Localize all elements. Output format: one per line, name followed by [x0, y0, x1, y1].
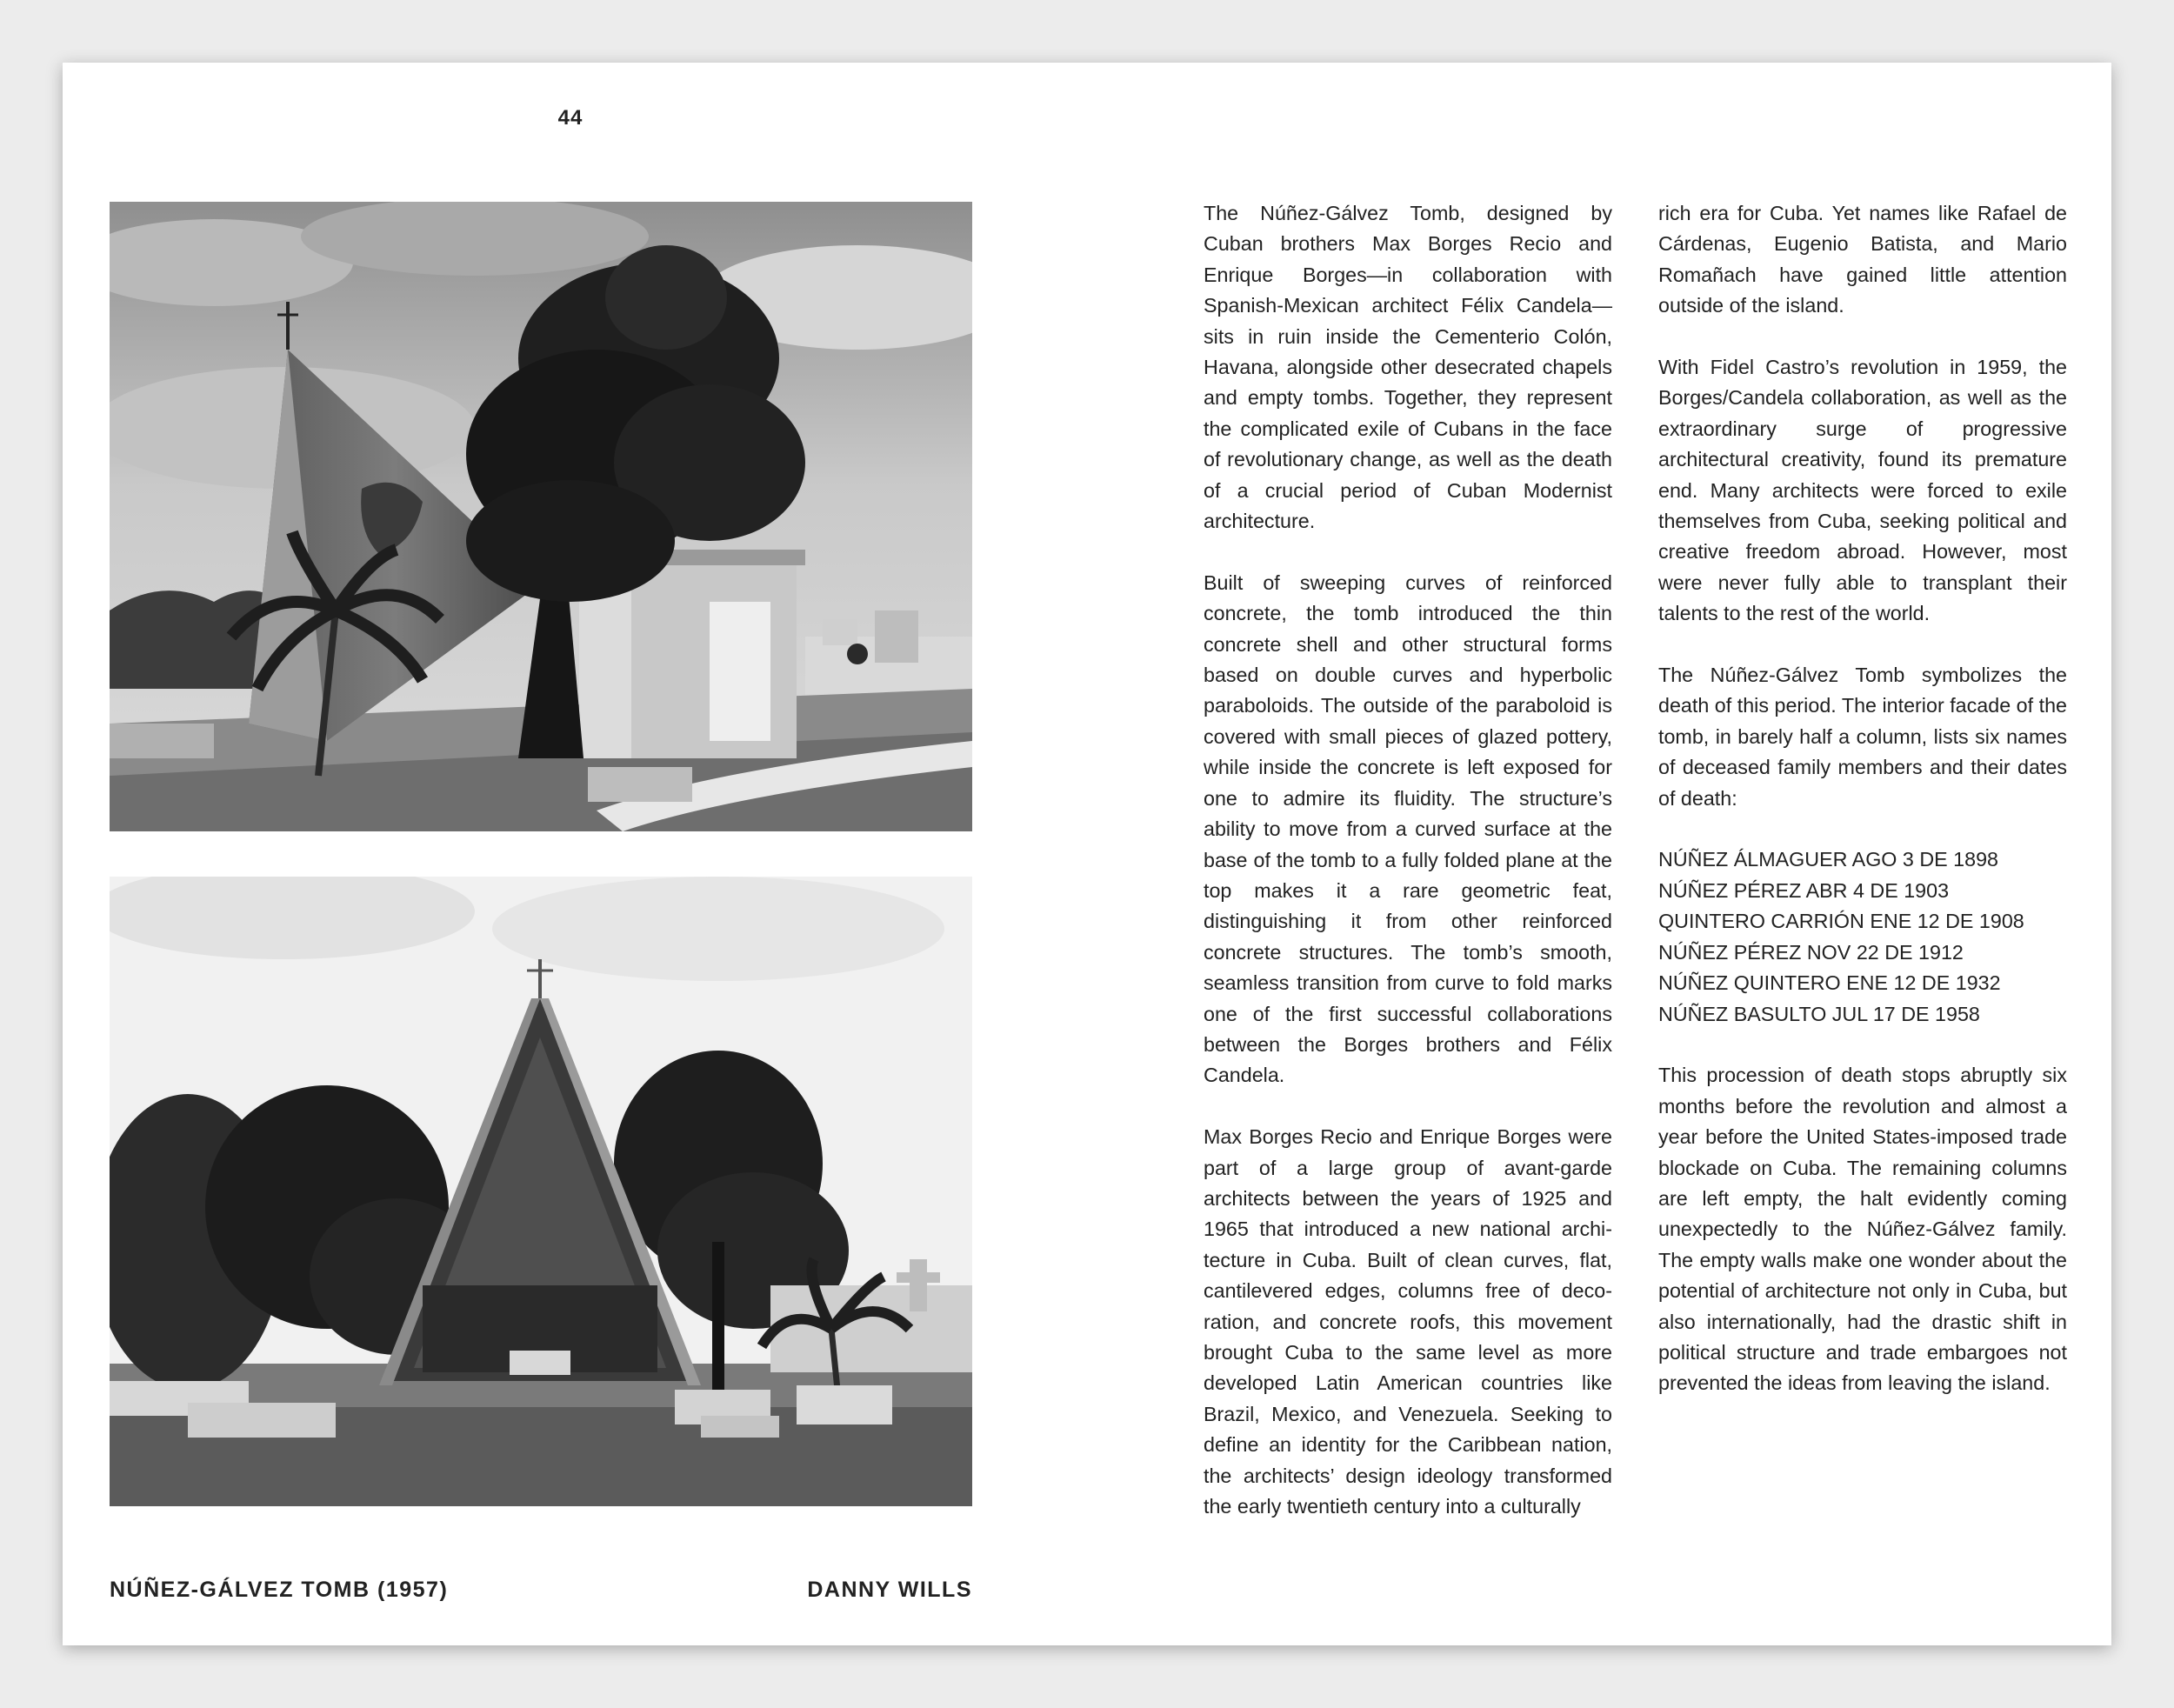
photo-tomb-front [110, 877, 972, 1506]
grave-entry: NÚÑEZ ÁLMAGUER AGO 3 DE 1898 [1658, 848, 1998, 871]
body-paragraph: Max Borges Recio and Enrique Borges were part of a large group of avant-garde architects between the years of 1925 and 1965 that introduced a new national architecture in Cuba. Built of clean curves, flat, cantilevered edges, columns free of decoration, and concrete roofs, this movement brought Cuba to the same level as more developed Latin American countries like Brazil, Mexico, and Venezuela. Seeking to define an identity for the Caribbean nation, the architects’ design ideology transformed the early twentieth century into a culturally [1204, 1125, 1612, 1518]
photo-tomb-side-image [110, 202, 972, 831]
text-column-left [1204, 198, 1612, 1522]
grave-entry: NÚÑEZ PÉREZ ABR 4 DE 1903 [1658, 878, 1950, 902]
grave-list [1658, 844, 2067, 1029]
body-paragraph: This procession of death stops abruptly six months before the revolution and almost a year before the United States-imposed trade blockade on Cuba. The remaining columns are left empty, the halt evidently coming unexpectedly to the Núñez-Gálvez family. The empty walls make one wonder about the potential of architecture not only in Cuba, but also internationally, had the drastic shift in political structure and trade embargoes not prevented the ideas from leaving the island. [1658, 1064, 2067, 1395]
grave-entry: NÚÑEZ QUINTERO ENE 12 DE 1932 [1658, 971, 2001, 995]
photo-tomb-side [110, 202, 972, 831]
body-paragraph: The Núñez-Gálvez Tomb, designed by Cuban brothers Max Borges Recio and Enrique Borges—in collaboration with Spanish-Mexican architect Félix Candela—sits in ruin inside the Cementerio Colón, Havana, alongside other desecrated chapels and empty tombs. Together, they represent the complicated exile of Cubans in the face of revolutionary change, as well as the death of a crucial period of Cuban Modernist architecture. [1204, 202, 1612, 533]
photo-tomb-front-image [110, 877, 972, 1506]
page-number: 44 [557, 106, 584, 130]
body-paragraph: The Núñez-Gálvez Tomb symbolizes the death of this period. The interior facade of the tomb, in barely half a column, lists six names of deceased family members and their dates of death: [1658, 664, 2067, 810]
text-column-right [1658, 198, 2067, 1399]
grave-entry: NÚÑEZ BASULTO JUL 17 DE 1958 [1658, 1002, 1980, 1025]
grave-entry: NÚÑEZ PÉREZ NOV 22 DE 1912 [1658, 940, 1964, 964]
footer-title: NÚÑEZ-GÁLVEZ TOMB (1957) [110, 1578, 449, 1602]
body-paragraph: With Fidel Castro’s revolution in 1959, the Borges/Candela collaboration, as well as the extraordinary surge of progressive architectural creativity, found its premature end. Many architects were forced to exile themselves from Cuba, seeking political and creative freedom abroad. However, most were never fully able to transplant their talents to the rest of the world. [1658, 356, 2067, 625]
body-paragraph: rich era for Cuba. Yet names like Rafael de Cárdenas, Eugenio Batista, and Mario Romañach have gained little attention outside of the island. [1658, 202, 2067, 317]
grave-entry: QUINTERO CARRIÓN ENE 12 DE 1908 [1658, 910, 2024, 933]
body-paragraph: Built of sweeping curves of reinforced concrete, the tomb introduced the thin concrete shell and other structural forms based on double curves and hyperbolic paraboloids. The outside of the paraboloid is covered with small pieces of glazed pottery, while inside the concrete is left exposed for one to admire its fluidity. The structure’s ability to move from a curved surface at the base of the tomb to a fully folded plane at the top makes it a rare geometric feat, distinguishing it from other reinforced concrete structures. The tomb’s smooth, seamless transition from curve to fold marks one of the first successful collaborations between the Borges brothers and Félix Candela. [1204, 570, 1612, 1087]
footer-author: DANNY WILLS [807, 1578, 972, 1602]
book-spread [63, 63, 2111, 1645]
